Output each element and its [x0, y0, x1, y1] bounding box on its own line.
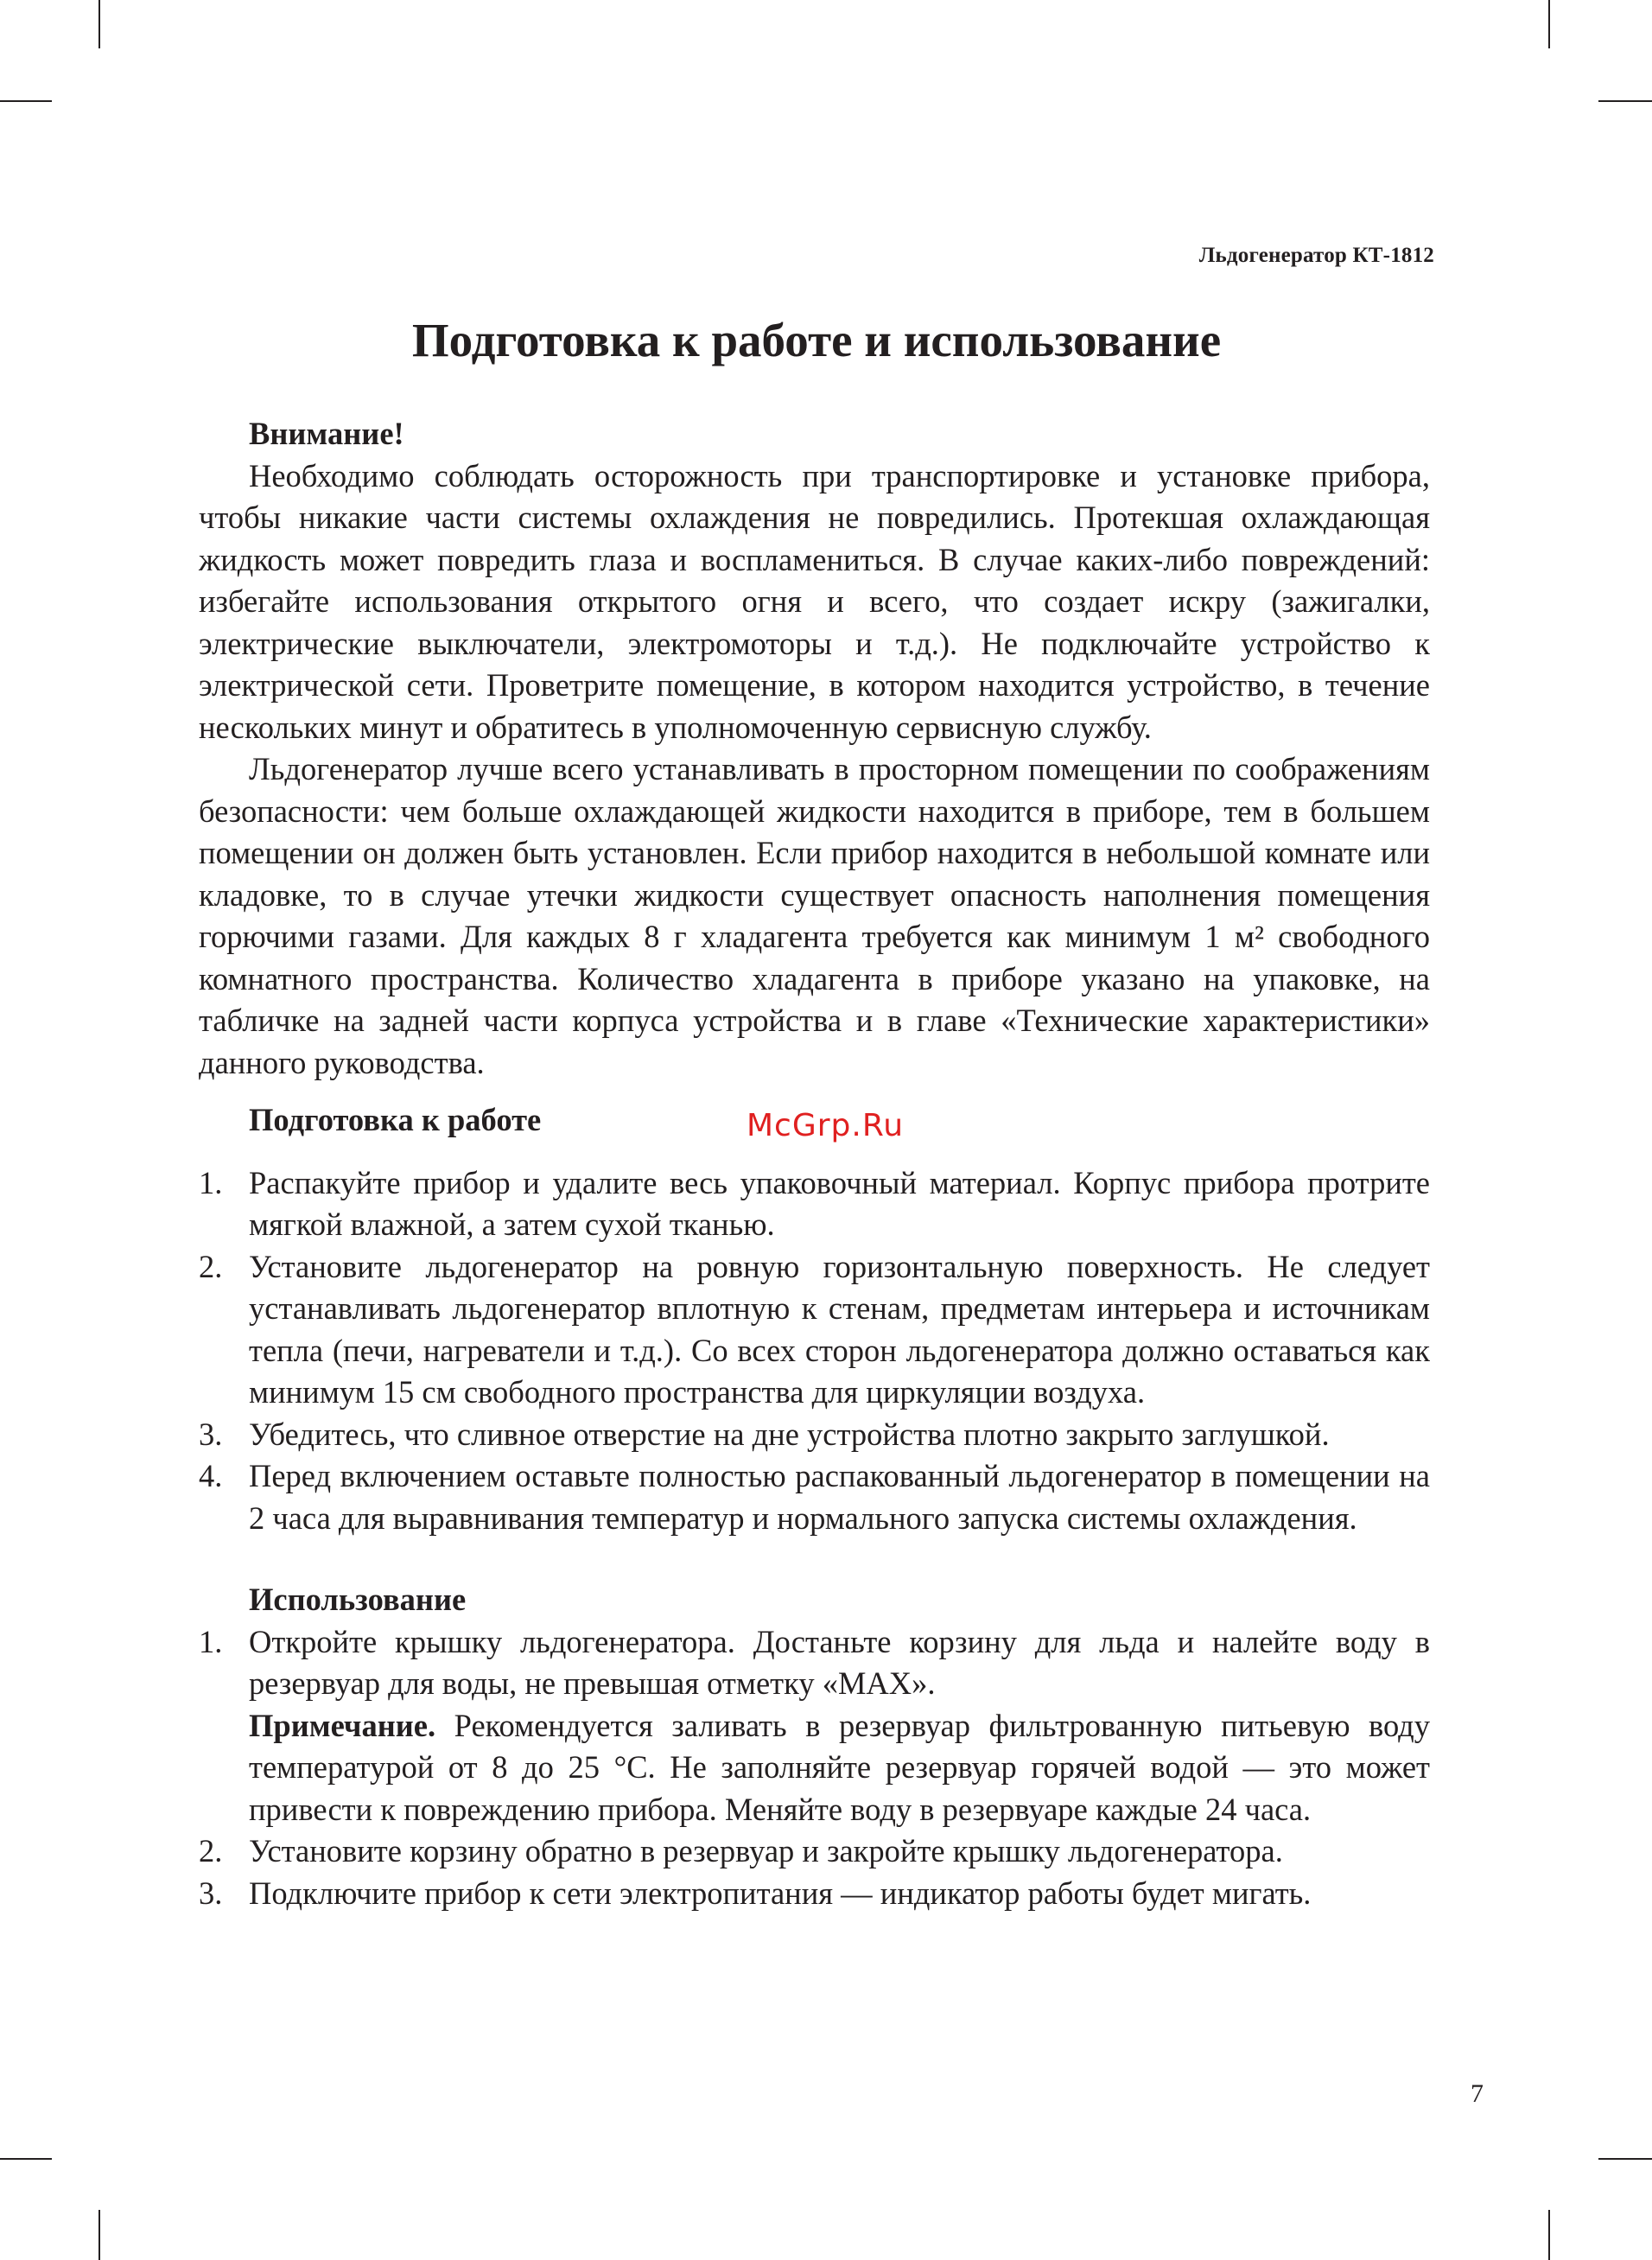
list-number: 4. — [199, 1458, 223, 1493]
list-number: 2. — [199, 1833, 223, 1868]
list-item — [199, 1246, 1430, 1414]
list-item-text: Перед включением оставьте полностью распакованный льдогенератор в помещении на 2 часа для выравнивания температур и нормального запуска системы охлаждения. — [249, 1458, 1430, 1536]
note-label: Примечание. — [249, 1707, 436, 1743]
page-number: 7 — [1471, 2079, 1484, 2108]
crop-mark — [0, 100, 52, 102]
list-item — [199, 1162, 1430, 1246]
running-header: Льдогенератор КТ-1812 — [1198, 244, 1434, 267]
list-number: 1. — [199, 1164, 223, 1200]
list-number: 2. — [199, 1248, 223, 1284]
list-number: 3. — [199, 1416, 223, 1452]
list-number: 1. — [199, 1623, 223, 1659]
crop-mark — [1548, 2210, 1550, 2260]
crop-mark — [1598, 2158, 1652, 2160]
attention-heading: Внимание! — [249, 416, 404, 451]
preparation-heading: Подготовка к работе — [249, 1102, 542, 1137]
crop-mark — [98, 0, 100, 48]
placement-paragraph: Льдогенератор лучше всего устанавливать в просторном помещении по соображениям безопасности: чем больше охлаждающей жидкости находится в приборе, тем в большем помещении он должен быть установлен. Если прибор находится в небольшой комнате или кладовке, то в случае утечки жидкости существует опасность наполнения помещения горючими газами. Для каждых 8 г хладагента требуется как минимум 1 м² свободного комнатного пространства. Количество хладагента в приборе указано на упаковке, на табличке на задней части корпуса устройства и в главе «Технические характеристики» данного руководства. — [199, 751, 1430, 1080]
page-title: Подготовка к работе и использование — [411, 314, 1222, 366]
list-item-text: Установите льдогенератор на ровную горизонтальную поверхность. Не следует устанавливать льдогенератор вплотную к стенам, предметам интерьера и источникам тепла (печи, нагреватели и т.д.). Со всех сторон льдогенератора должно оставаться как минимум 15 см свободного пространства для циркуляции воздуха. — [249, 1248, 1430, 1410]
document-body — [199, 406, 1430, 1914]
usage-note — [249, 1705, 1430, 1831]
crop-mark — [1598, 100, 1652, 102]
list-item — [199, 1455, 1430, 1539]
list-item — [199, 1873, 1430, 1915]
list-item — [199, 1830, 1430, 1873]
usage-heading: Использование — [249, 1582, 467, 1617]
list-item-text: Откройте крышку льдогенератора. Достаньте корзину для льда и налейте воду в резервуар для воды, не превышая отметку «MAX». — [249, 1623, 1430, 1701]
list-item-text: Распакуйте прибор и удалите весь упаковочный материал. Корпус прибора протрите мягкой влажной, а затем сухой тканью. — [249, 1164, 1430, 1242]
crop-mark — [98, 2210, 100, 2260]
list-number: 3. — [199, 1875, 223, 1911]
usage-list — [199, 1621, 1430, 1915]
preparation-list — [199, 1162, 1430, 1540]
note-text: Рекомендуется заливать в резервуар фильтрованную питьевую воду температурой от 8 до 25 °C. Не заполняйте резервуар горячей водой — это может привести к повреждению прибора. Меняйте воду в резервуаре каждые 24 часа. — [249, 1707, 1430, 1827]
crop-mark — [0, 2158, 52, 2160]
list-item — [199, 1621, 1430, 1831]
list-item-text: Установите корзину обратно в резервуар и закройте крышку льдогенератора. — [249, 1833, 1283, 1868]
watermark-link[interactable]: McGrp.Ru — [747, 1108, 905, 1143]
list-item-text: Подключите прибор к сети электропитания — индикатор работы будет мигать. — [249, 1875, 1312, 1911]
crop-mark — [1548, 0, 1550, 48]
list-item-text: Убедитесь, что сливное отверстие на дне устройства плотно закрыто заглушкой. — [249, 1416, 1330, 1452]
list-item — [199, 1414, 1430, 1456]
attention-paragraph: Необходимо соблюдать осторожность при транспортировке и установке прибора, чтобы никакие части системы охлаждения не повредились. Протекшая охлаждающая жидкость может повредить глаза и воспламениться. В случае каких-либо повреждений: избегайте использования открытого огня и всего, что создает искру (зажигалки, электрические выключатели, электромоторы и т.д.). Не подключайте устройство к электрической сети. Проветрите помещение, в котором находится устройство, в течение нескольких минут и обратитесь в уполномоченную сервисную службу. — [199, 457, 1430, 745]
